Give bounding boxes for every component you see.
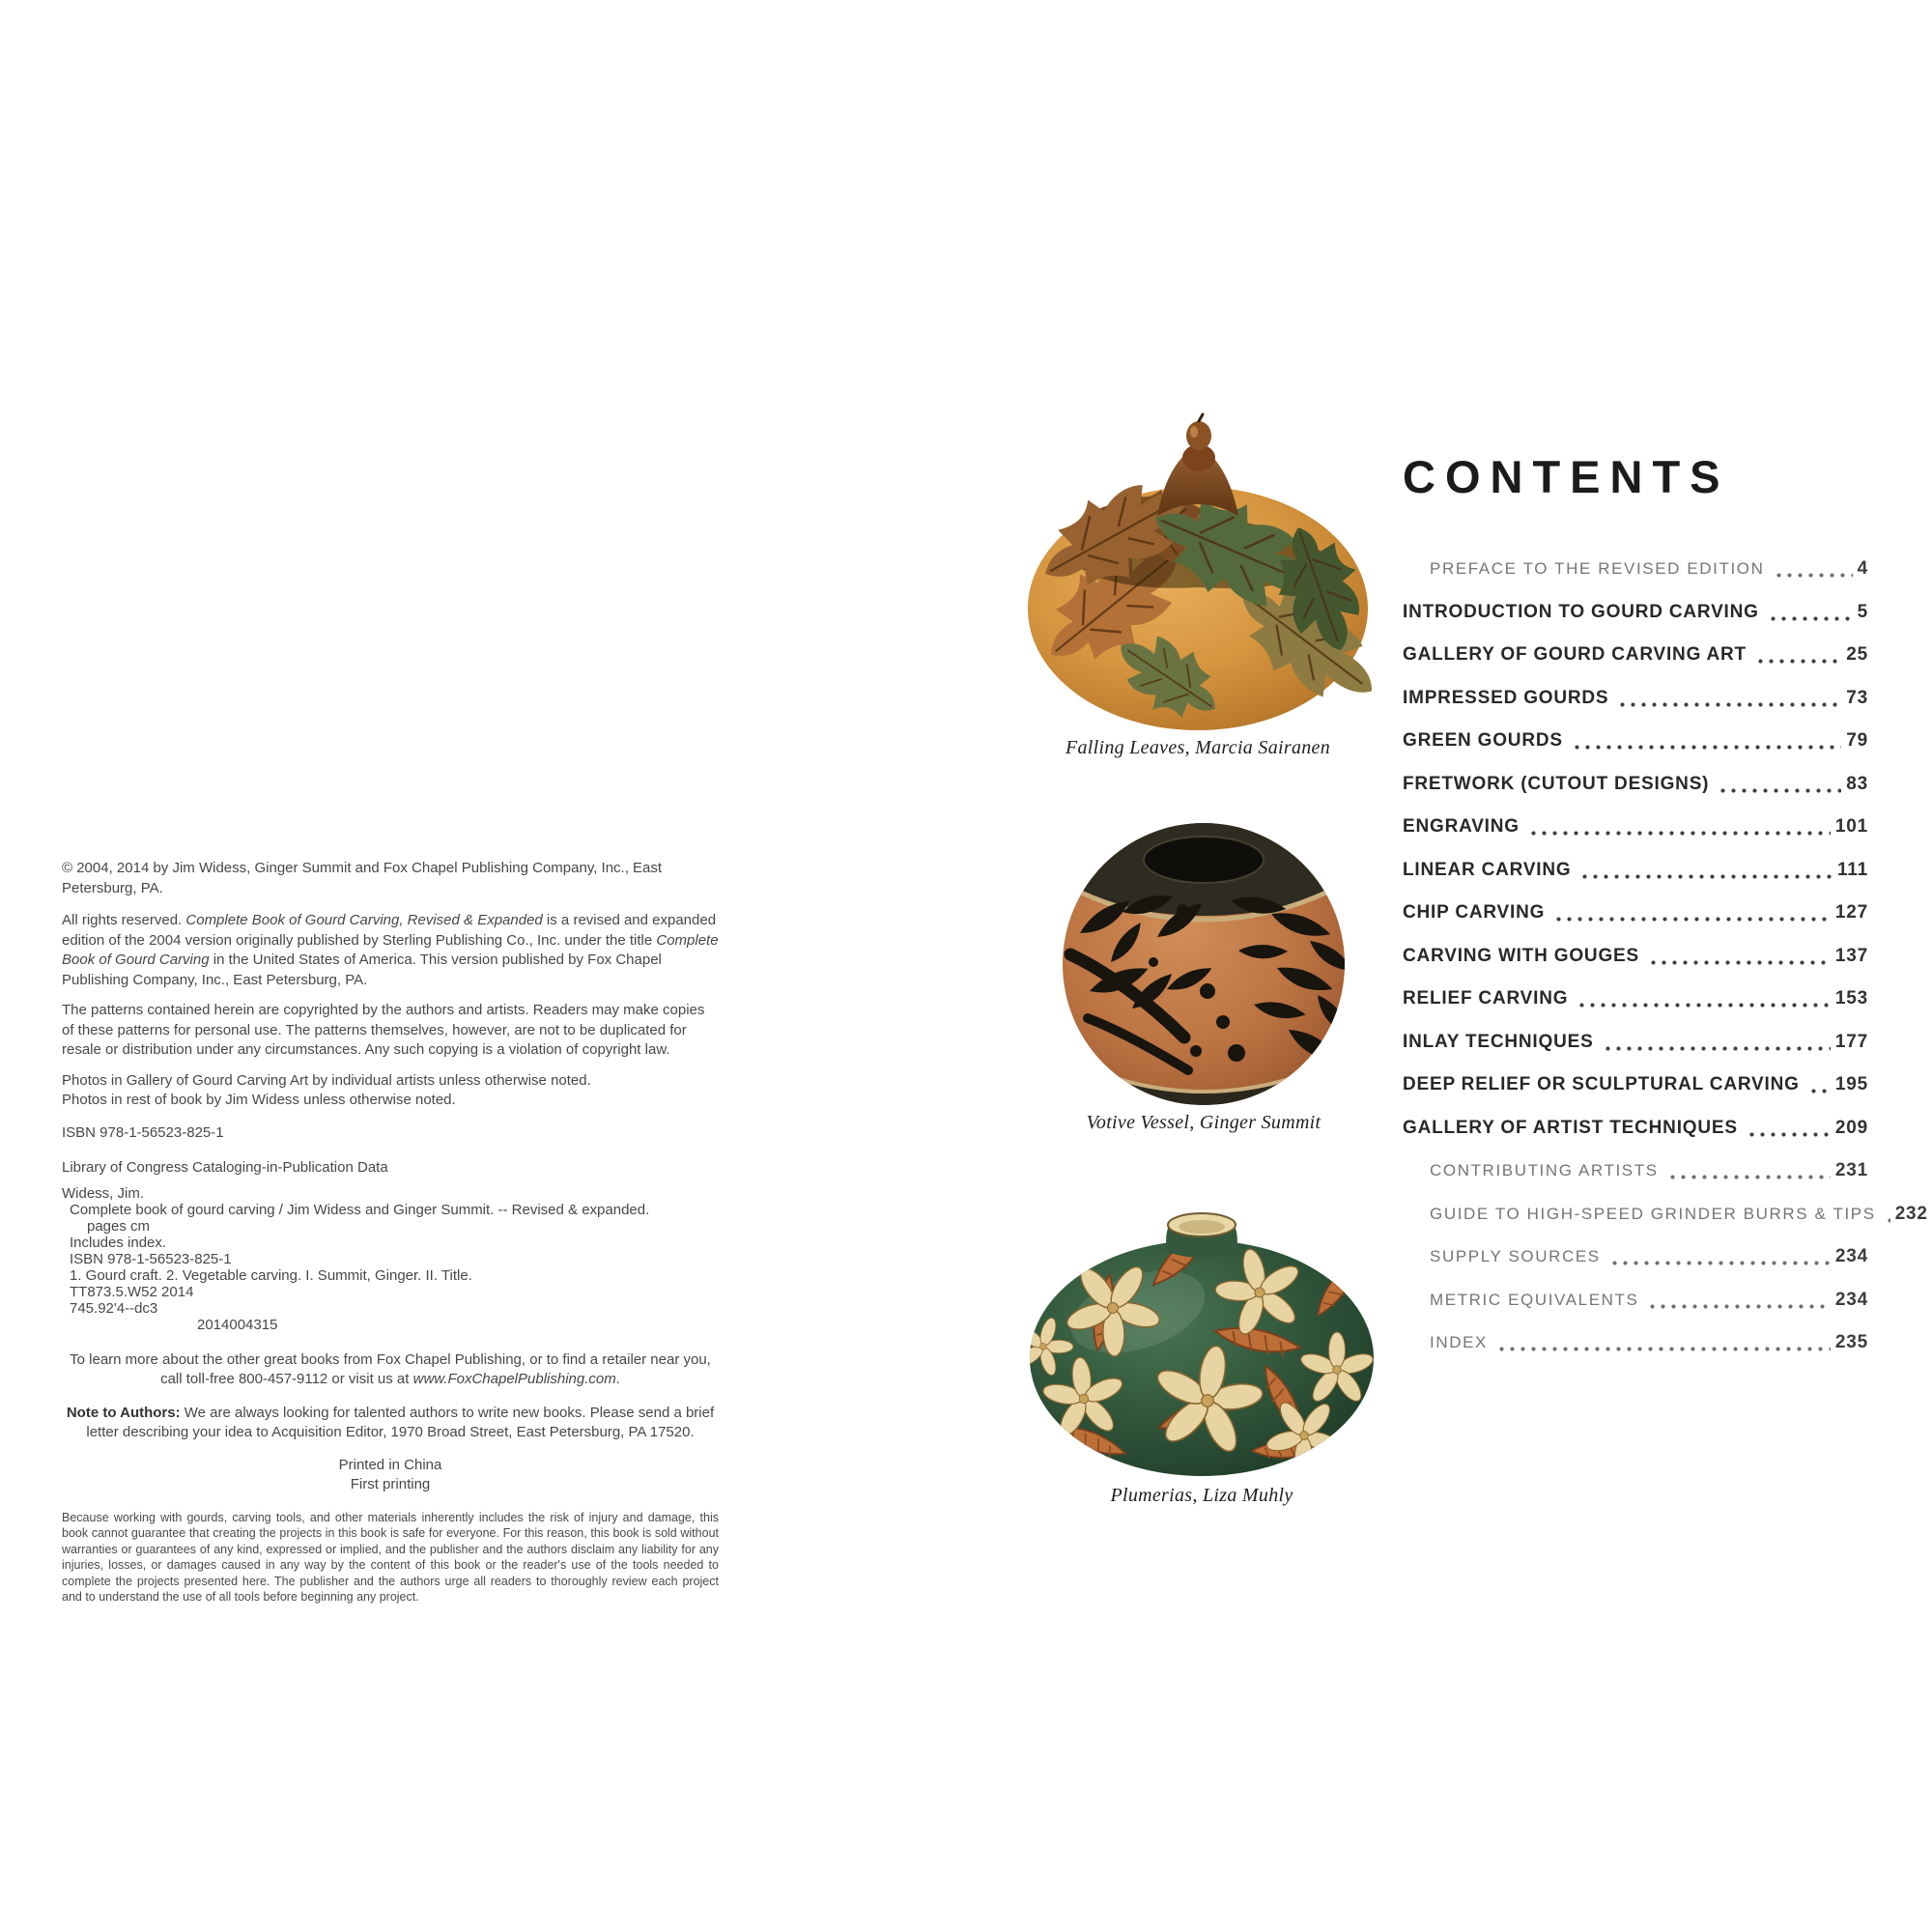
contact-info: To learn more about the other great books from Fox Chapel Publishing, or to find a retailer near you, call toll-free 800-457-9112 or visit us at www.FoxChapelPublishing.com. — [70, 1350, 711, 1387]
toc-entry — [1403, 1193, 1928, 1236]
toc-entry — [1403, 763, 1868, 807]
photo-plumerias — [1016, 1204, 1387, 1507]
toc-page-number: 232 — [1894, 1203, 1928, 1224]
toc-page-number: 25 — [1846, 644, 1868, 666]
toc-dot-leader — [1579, 861, 1833, 880]
toc-entry — [1403, 1064, 1868, 1107]
toc-entry-label: GALLERY OF GOURD CARVING ART — [1403, 644, 1747, 666]
toc-dot-leader — [1577, 989, 1831, 1009]
toc-page-number: 79 — [1846, 730, 1868, 752]
photo-caption-plumerias: Plumerias, Liza Muhly — [1110, 1485, 1293, 1506]
toc-entry — [1403, 1107, 1868, 1151]
contents-title: CONTENTS — [1403, 451, 1730, 502]
toc-list — [1403, 548, 1928, 1365]
toc-dot-leader — [1572, 731, 1841, 751]
toc-page-number: 234 — [1834, 1289, 1868, 1310]
toc-dot-leader — [1553, 903, 1831, 923]
toc-dot-leader — [1617, 689, 1841, 708]
toc-page-number: 234 — [1834, 1246, 1868, 1267]
toc-entry — [1403, 935, 1868, 979]
toc-entry-label: FRETWORK (CUTOUT DESIGNS) — [1403, 773, 1710, 794]
disclaimer: Because working with gourds, carving tools, and other materials inherently includes the risk of injury and damage, this book cannot guarantee that creating the projects in this book is safe for everyone. For this reason, this book is sold without warranties or guarantees of any kind, expressed or implied, and the publisher and the authors disclaim any liability for any injuries, losses, or damages caused in any way by the content of this book or the reader's use of the tools needed to complete the projects presented here. The publisher and the authors urge all readers to thoroughly review each project and to understand the use of all tools before beginning any project. — [62, 1510, 719, 1604]
photo-votive-vessel — [1041, 817, 1366, 1134]
isbn-line: ISBN 978-1-56523-825-1 — [62, 1123, 224, 1141]
toc-entry — [1403, 634, 1868, 677]
loc-heading: Library of Congress Cataloging-in-Publication Data — [62, 1159, 388, 1176]
printing-info: Printed in China First printing — [338, 1456, 442, 1492]
toc-dot-leader — [1648, 947, 1831, 966]
toc-entry-label: GALLERY OF ARTIST TECHNIQUES — [1403, 1117, 1738, 1138]
toc-entry — [1403, 806, 1868, 849]
toc-page-number: 5 — [1857, 601, 1868, 622]
toc-entry-label: LINEAR CARVING — [1403, 859, 1572, 880]
toc-entry-label: PREFACE TO THE REVISED EDITION — [1430, 559, 1765, 579]
table-of-contents — [1403, 451, 1928, 1365]
toc-entry — [1403, 1150, 1868, 1193]
toc-dot-leader — [1603, 1033, 1831, 1052]
photo-falling-leaves — [1012, 404, 1383, 759]
toc-page-number: 195 — [1834, 1074, 1868, 1095]
toc-page-number: 231 — [1834, 1160, 1868, 1181]
toc-entry-label: DEEP RELIEF OR SCULPTURAL CARVING — [1403, 1074, 1800, 1095]
toc-entry-label: IMPRESSED GOURDS — [1403, 687, 1609, 708]
toc-page-number: 177 — [1834, 1031, 1868, 1052]
toc-entry — [1403, 1021, 1868, 1065]
toc-entry — [1403, 677, 1868, 721]
toc-dot-leader — [1755, 645, 1841, 665]
toc-page-number: 235 — [1834, 1332, 1868, 1353]
toc-entry-label: SUPPLY SOURCES — [1430, 1247, 1601, 1266]
toc-entry-label: GREEN GOURDS — [1403, 730, 1563, 752]
toc-entry-label: ENGRAVING — [1403, 816, 1520, 838]
toc-page-number: 83 — [1846, 773, 1868, 794]
toc-entry-label: INLAY TECHNIQUES — [1403, 1031, 1594, 1052]
toc-entry-label: GUIDE TO HIGH-SPEED GRINDER BURRS & TIPS — [1430, 1204, 1876, 1223]
toc-entry-label: INTRODUCTION TO GOURD CARVING — [1403, 601, 1759, 622]
toc-entry — [1403, 548, 1868, 591]
copyright-page — [62, 859, 719, 1605]
patterns-paragraph: The patterns contained herein are copyrighted by the authors and artists. Readers may make copies of these patterns for personal use. The patterns themselves, however, are not to be duplicated for resale or distribution under any circumstances. Any such copying is a violation of copyright law. — [62, 1002, 705, 1058]
copyright-line: © 2004, 2014 by Jim Widess, Ginger Summit and Fox Chapel Publishing Company, Inc., East Petersburg, PA. — [62, 860, 663, 896]
toc-page-number: 137 — [1834, 945, 1868, 966]
toc-entry-label: CONTRIBUTING ARTISTS — [1430, 1161, 1659, 1180]
rights-paragraph: All rights reserved. Complete Book of Gourd Carving, Revised & Expanded is a revised and expanded edition of the 2004 version originally published by Sterling Publishing Co., Inc. under the title Complete Book of Gourd Carving in the United States of America. This version published by Fox Chapel Publishing Company, Inc., East Petersburg, PA. — [62, 912, 719, 988]
toc-dot-leader — [1747, 1119, 1831, 1138]
toc-dot-leader — [1885, 1205, 1890, 1224]
toc-entry — [1403, 849, 1868, 893]
photo-caption-votive-vessel: Votive Vessel, Ginger Summit — [1086, 1112, 1321, 1133]
toc-dot-leader — [1808, 1075, 1831, 1094]
toc-entry-label: RELIEF CARVING — [1403, 988, 1569, 1009]
gourd-illustration-plumerias — [1016, 1204, 1387, 1480]
toc-dot-leader — [1768, 603, 1853, 622]
toc-dot-leader — [1718, 775, 1841, 794]
toc-page-number: 101 — [1834, 816, 1868, 838]
toc-page-number: 127 — [1834, 902, 1868, 923]
loc-data: Widess, Jim. Complete book of gourd carving / Jim Widess and Ginger Summit. -- Revised & expanded. pages cm Includes index. ISBN 978-1-56523-825-1 1. Gourd craft. 2. Vegetable carving. I. Summit, Ginger. II. Title. TT873.5.W52 2014 745.92'4--dc3 2014004315 — [62, 1184, 650, 1333]
gourd-illustration-falling-leaves — [1012, 404, 1383, 732]
toc-entry — [1403, 591, 1868, 635]
toc-entry-label: CARVING WITH GOUGES — [1403, 945, 1639, 966]
toc-dot-leader — [1774, 559, 1853, 579]
toc-dot-leader — [1647, 1291, 1830, 1310]
toc-entry — [1403, 1236, 1868, 1279]
toc-entry-label: CHIP CARVING — [1403, 902, 1546, 923]
toc-dot-leader — [1496, 1333, 1831, 1352]
toc-dot-leader — [1667, 1161, 1831, 1180]
toc-dot-leader — [1609, 1247, 1831, 1266]
photo-credits: Photos in Gallery of Gourd Carving Art by individual artists unless otherwise noted. Photos in rest of book by Jim Widess unless otherwise noted. — [62, 1071, 591, 1108]
toc-page-number: 153 — [1834, 988, 1868, 1009]
toc-entry — [1403, 1279, 1868, 1322]
toc-entry — [1403, 720, 1868, 763]
toc-entry-label: METRIC EQUIVALENTS — [1430, 1290, 1639, 1309]
toc-entry — [1403, 1321, 1868, 1365]
gourd-illustration-votive-vessel — [1041, 817, 1366, 1107]
toc-entry-label: INDEX — [1430, 1333, 1488, 1352]
toc-page-number: 209 — [1834, 1117, 1868, 1138]
note-to-authors: Note to Authors: We are always looking for talented authors to write new books. Please send a brief letter describing your idea to Acquisition Editor, 1970 Broad Street, East Petersburg, PA 17520. — [66, 1404, 715, 1440]
toc-entry — [1403, 892, 1868, 935]
toc-page-number: 4 — [1857, 558, 1868, 580]
toc-page-number: 111 — [1836, 859, 1868, 880]
photo-caption-falling-leaves: Falling Leaves, Marcia Sairanen — [1065, 737, 1331, 758]
toc-entry — [1403, 978, 1868, 1021]
toc-page-number: 73 — [1846, 687, 1868, 708]
toc-dot-leader — [1528, 817, 1831, 837]
